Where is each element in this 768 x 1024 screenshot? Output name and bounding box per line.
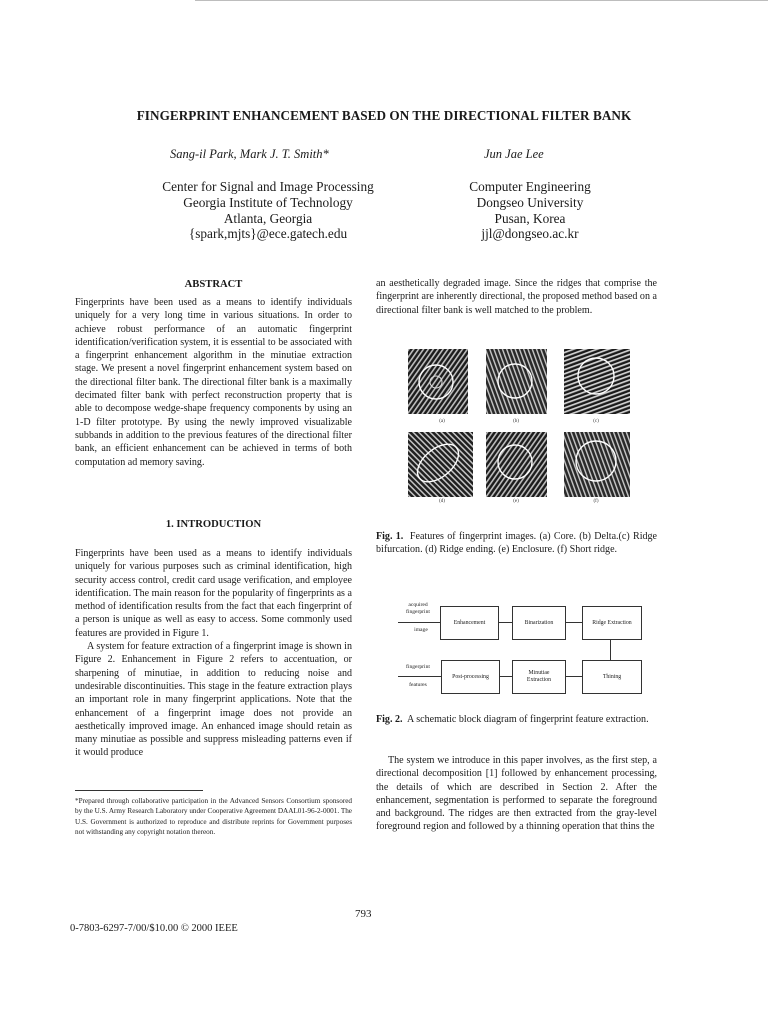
affiliation-right-line: Computer Engineering: [469, 179, 591, 194]
bd-minutiae-line: Minutiae: [528, 670, 550, 676]
affiliation-right-line: Dongseo University: [476, 194, 584, 210]
affiliation-left: [120, 179, 416, 242]
system-paragraph-body: [376, 754, 657, 834]
fig2-caption-label: Fig. 2.: [376, 714, 403, 725]
abstract-text: Fingerprints have been used as a means to identify individuals uniquely for a very long time in various situations. In order to achieve robust performance of an automatic fingerprint identification/verification system, it is essential to be associated with a fingerprint enhancement algorithm in the minutiae extraction stage. We present a novel fingerprint enhancement system based on the directional filter bank. The directional filter bank is a maximally decimated filter bank with perfect reconstruction property that is able to decompose wedge-shape frequency components by using an 1-D filter prototype. By using the newly improved visualizable subbands in addition to the previous features of the directional filter bank, an efficient enhancement can be achieved in terms of both computation ad memory saving.: [75, 297, 352, 468]
fig1-caption-label: Fig. 1.: [376, 531, 404, 542]
bd-thinning-box: Thining: [582, 660, 642, 694]
bd-input-arrow: [398, 622, 440, 623]
continuation-text: an aesthetically degraded image. Since the ridges that comprise the fingerprint are inherently directional, the proposed method based on a directional filter bank is well matched to the problem.: [376, 278, 657, 316]
affiliation-left-line: Atlanta, Georgia: [223, 210, 313, 226]
affiliation-right-line: jjl@dongseo.ac.kr: [481, 226, 579, 242]
affiliation-right-line: Pusan, Korea: [494, 210, 566, 226]
introduction-body: [75, 547, 352, 760]
figure-1-caption: [376, 530, 657, 557]
fig1-c-image: [564, 349, 630, 414]
footnote: *Prepared through collaborative participation in the Advanced Sensors Consortium sponsored by the U.S. Army Research Laboratory under Cooperative Agreement DAAL01-96-2-0001. The U.S. Government is authorized to reproduce and distribute reprints for Government purposes not withstanding any copyright notation thereon.: [75, 797, 352, 837]
figure-2-block-diagram: [398, 598, 650, 698]
fig1-caption-text: Features of fingerprint images. (a) Core. (b) Delta.(c) Ridge bifurcation. (d) Ridge ending. (e) Enclosure. (f) Short ridge.: [376, 531, 657, 556]
abstract-body: [75, 296, 352, 469]
figure-1: [408, 349, 630, 504]
bd-enhancement-box: Enhancement: [440, 606, 499, 640]
fig2-caption-text: A schematic block diagram of fingerprint feature extraction.: [407, 714, 649, 725]
intro-paragraph-1: Fingerprints have been used as a means to identify individuals uniquely for various purposes such as criminal identification, high security access control, credit card usage verification, and employee identification. The main reason for the popularity of fingerprints as a method of identification results from the fact that each fingerprint of a person is unique as well as easy to access. Some commonly used features are provided in Figure 1.: [75, 548, 352, 639]
fig1-label-c: (c): [593, 419, 599, 424]
fig1-label-e: (e): [513, 499, 519, 504]
fig1-label-f: (f): [593, 499, 599, 504]
bd-minutiae-line: Extraction: [526, 677, 552, 683]
figure-2-caption: [376, 713, 657, 726]
figure-1-images: [408, 349, 630, 504]
right-column-continuation: [376, 277, 657, 317]
bd-input-label: [398, 602, 438, 616]
bd-input-line: acquired: [408, 602, 428, 608]
authors-right: Jun Jae Lee: [484, 147, 544, 161]
bd-input-label-image: image: [414, 627, 428, 633]
affiliation-left-line: Center for Signal and Image Processing: [162, 179, 374, 194]
fig1-d-image: [408, 432, 473, 497]
affiliation-left-line: Georgia Institute of Technology: [183, 194, 353, 210]
fig1-e-image: [486, 432, 547, 497]
bd-binarization-box: Binarization: [512, 606, 566, 640]
abstract-heading: ABSTRACT: [184, 279, 243, 290]
bd-minutiae-extraction-box: [512, 660, 566, 694]
affiliation-left-line: {spark,mjts}@ece.gatech.edu: [188, 226, 348, 242]
bd-post-processing-box: Post-processing: [441, 660, 500, 694]
fig1-label-d: (d): [439, 499, 445, 504]
system-paragraph: The system we introduce in this paper involves, as the first step, a directional decomposition [1] followed by enhancement processing, the details of which are described in Section 2. After the enhancement, segmentation is performed to separate the foreground and background. The ridges are then extracted from the gray-level foreground region and followed by a thinning operation that thins the: [376, 755, 657, 833]
introduction-heading: 1. INTRODUCTION: [165, 519, 262, 530]
bd-output-arrow: [398, 676, 441, 677]
authors-left: Sang-il Park, Mark J. T. Smith*: [170, 147, 329, 161]
bd-output-label-features: features: [409, 682, 427, 688]
affiliation-right: [420, 179, 640, 242]
paper-title: FINGERPRINT ENHANCEMENT BASED ON THE DIRECTIONAL FILTER BANK: [136, 108, 632, 123]
bd-arrow-1: [498, 622, 512, 623]
copyright-line: 0-7803-6297-7/00/$10.00 © 2000 IEEE: [70, 923, 238, 934]
intro-paragraph-2: A system for feature extraction of a fingerprint image is shown in Figure 2. Enhancement in Figure 2 refers to accentuation, or sharpening of minutiae, in addition to reducing noise and undesirable discontinuities. This stage in the feature extraction plays an important role in many fingerprint applications. Note that the enhancement of a fingerprint image does not provide an aesthetically improved image. An enhanced image should retain as many minutiae as possible and suppress misleading patterns even if it would produce: [75, 641, 352, 759]
bd-ridge-extraction-box: Ridge Extraction: [582, 606, 642, 640]
bd-arrow-2: [565, 622, 582, 623]
fig1-b-image: [486, 349, 547, 414]
fig1-a-image: [408, 349, 468, 414]
bd-input-line: fingerprint: [406, 609, 430, 615]
bd-output-label: fingerprint: [406, 664, 430, 670]
top-rule: [195, 0, 768, 1]
bd-arrow-3: [499, 676, 512, 677]
footnote-rule: [75, 790, 203, 791]
page-number: 793: [355, 908, 372, 920]
fig1-f-image: [564, 432, 630, 497]
fig1-label-a: (a): [439, 419, 445, 424]
bd-arrow-4: [565, 676, 582, 677]
fig1-label-b: (b): [513, 419, 519, 424]
